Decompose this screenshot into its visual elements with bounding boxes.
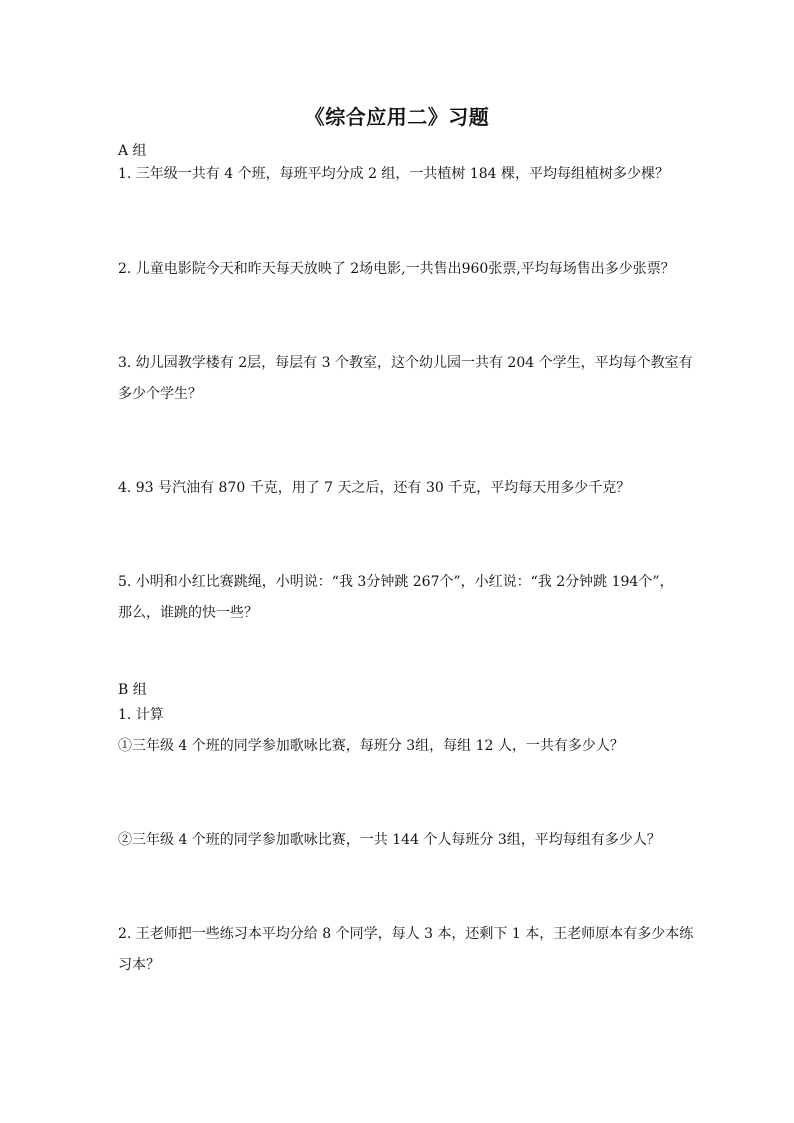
page-title: 《综合应用二》习题 [304, 105, 490, 129]
question-a3-line1: 3. 幼儿园教学楼有 2层，每层有 3 个教室，这个幼儿园一共有 204 个学生，平均每个教室有 [118, 355, 693, 371]
question-a5-line1: 5. 小明和小红比赛跳绳，小明说：“我 3分钟跳 267个”，小红说：“我 2分钟跳 194个”， [118, 574, 674, 590]
question-a4: 4. 93 号汽油有 870 千克，用了 7 天之后，还有 30 千克，平均每天用多少千克？ [118, 480, 631, 496]
question-b1-part1: ①三年级 4 个班的同学参加歌咏比赛，每班分 3组，每组 12 人，一共有多少人？ [118, 738, 624, 754]
question-a3-line2: 多少个学生？ [118, 386, 202, 402]
question-a5-line2: 那么，谁跳的快一些？ [118, 605, 258, 621]
question-b1-heading: 1. 计算 [118, 707, 164, 723]
question-a1: 1. 三年级一共有 4 个班，每班平均分成 2 组，一共植树 184 棵，平均每组植树多少棵？ [118, 166, 670, 182]
question-b2-line2: 习本？ [118, 957, 160, 973]
question-b2-line1: 2. 王老师把一些练习本平均分给 8 个同学，每人 3 本，还剩下 1 本，王老师原本有多少本练 [118, 926, 694, 942]
group-b-label: B 组 [118, 682, 147, 698]
question-b1-part2: ②三年级 4 个班的同学参加歌咏比赛，一共 144 个人每班分 3组，平均每组有多少人？ [118, 832, 661, 848]
question-a2: 2. 儿童电影院今天和昨天每天放映了 2场电影,一共售出960张票,平均每场售出多少张票？ [118, 261, 675, 277]
group-a-label: A 组 [118, 143, 147, 159]
